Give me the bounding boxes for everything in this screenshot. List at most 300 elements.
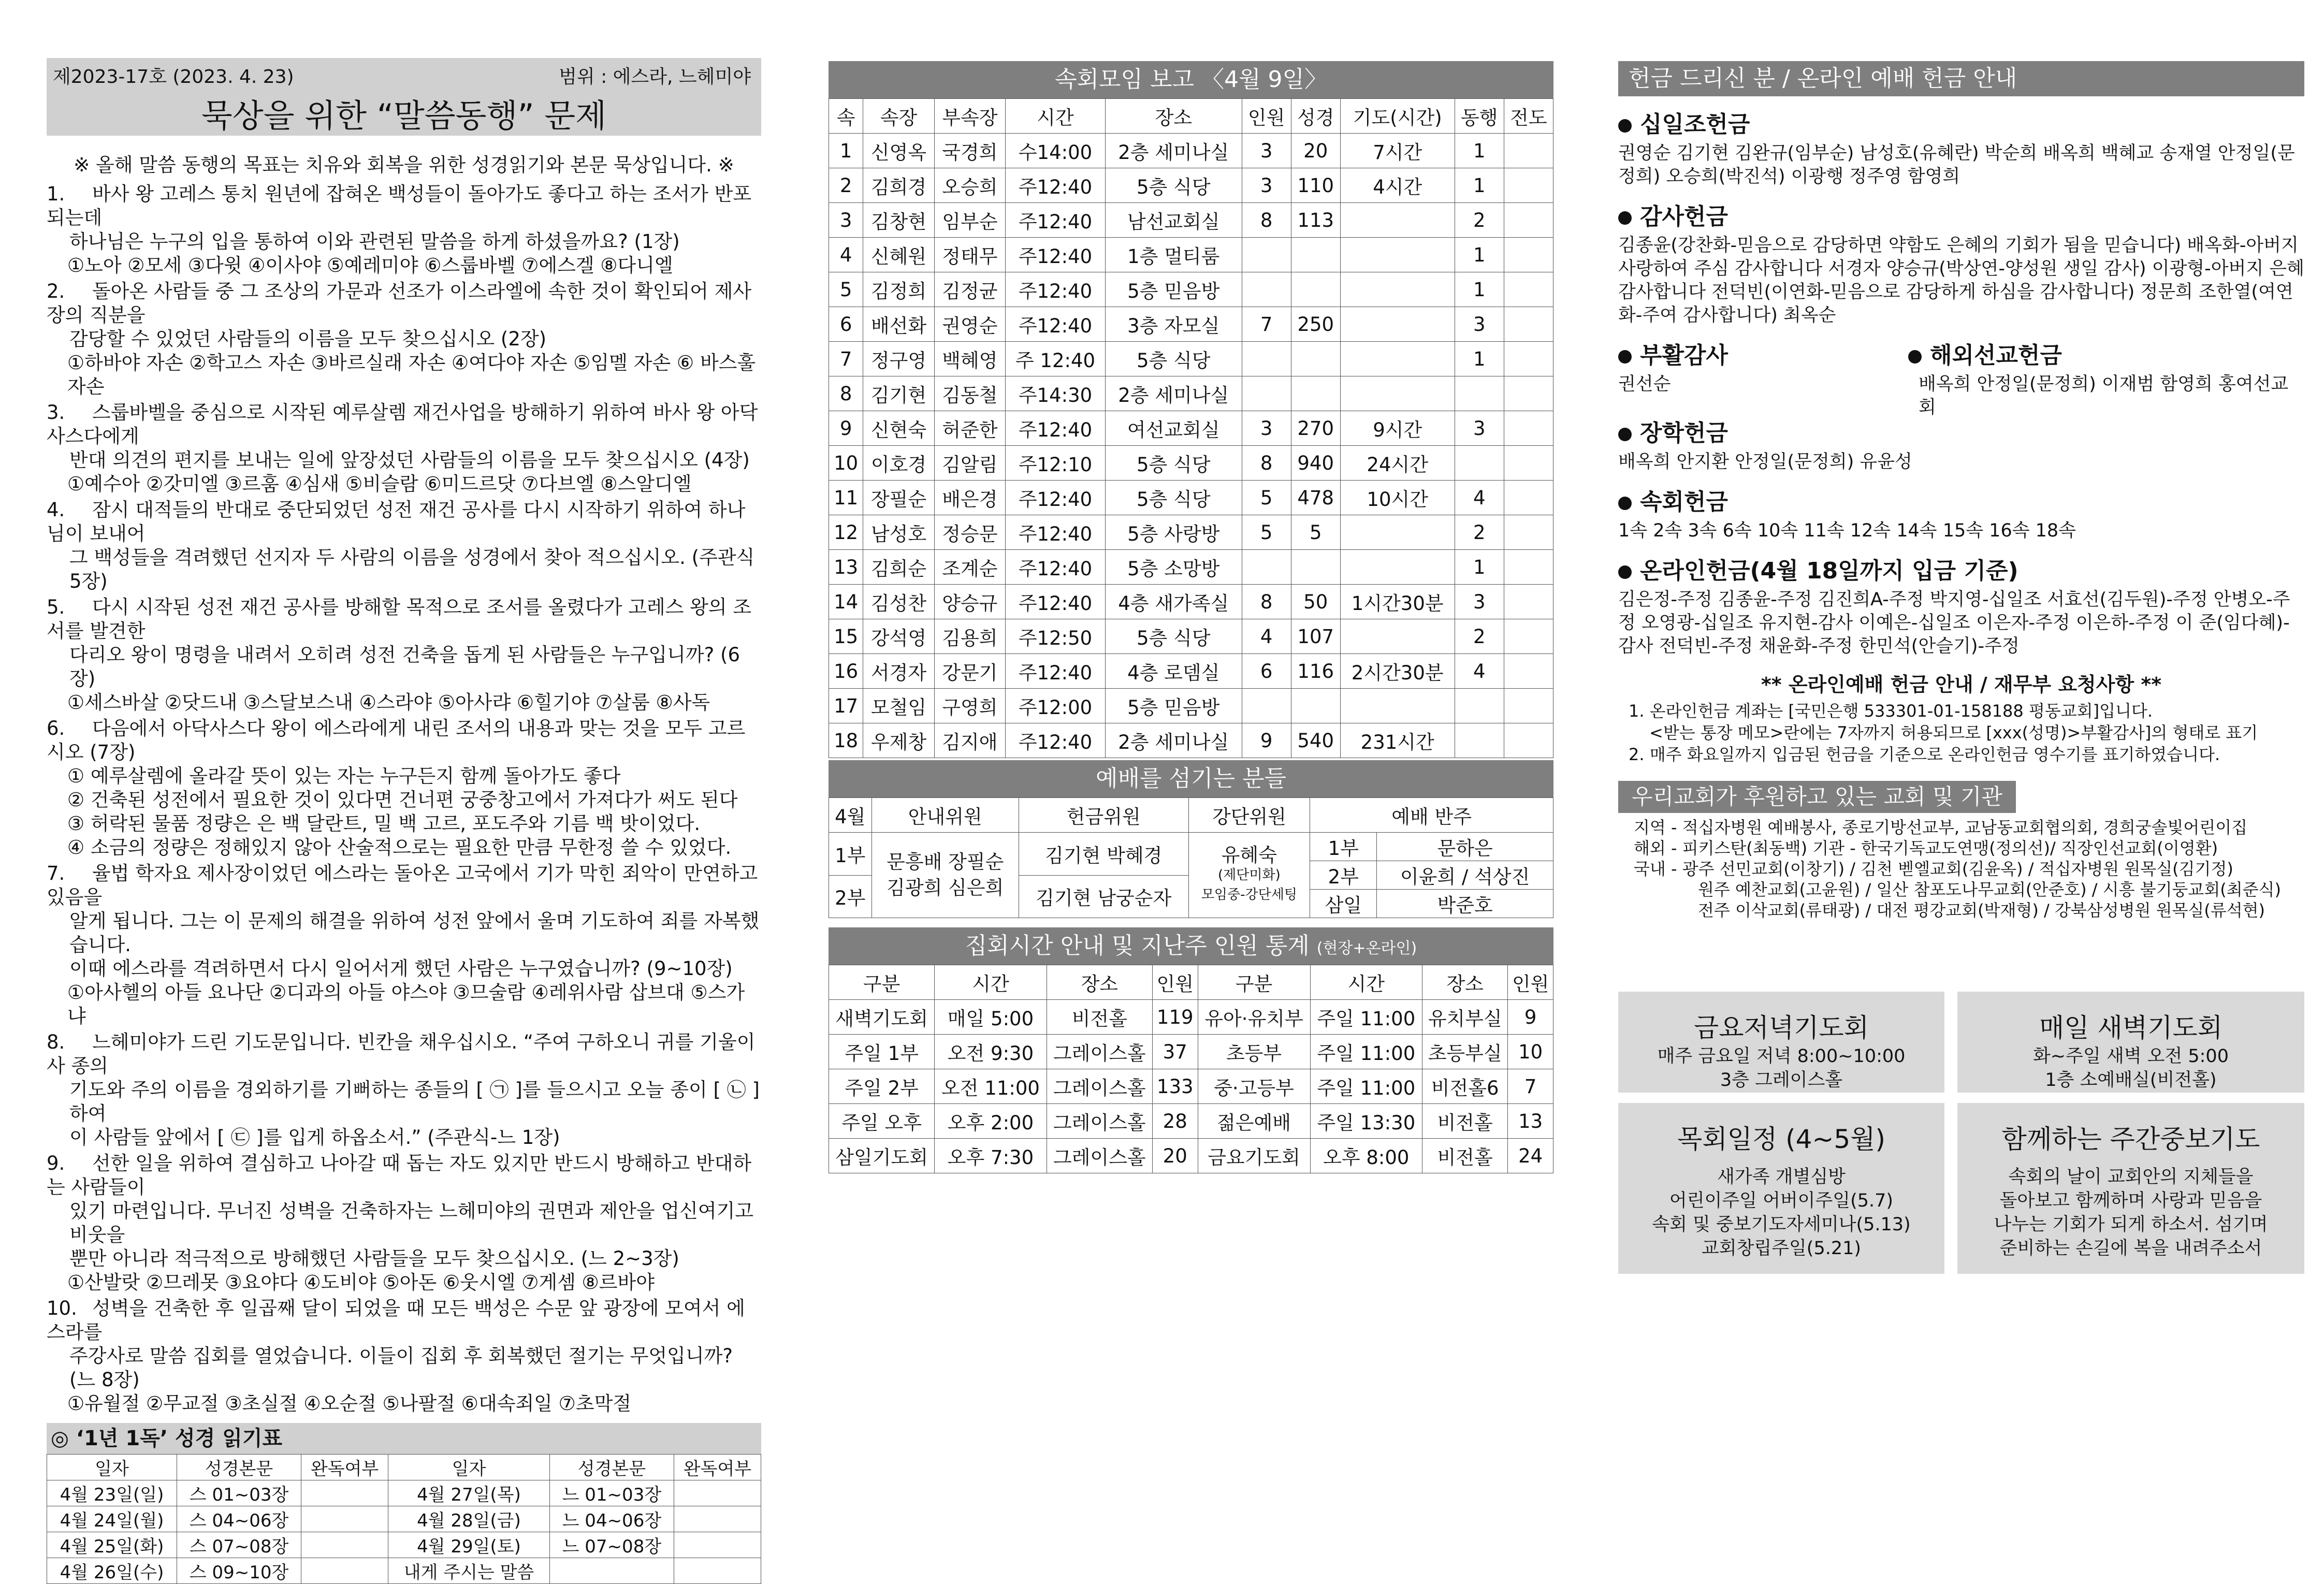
report-cell	[1504, 689, 1553, 723]
question-item	[47, 182, 761, 278]
report-cell: 주12:40	[1006, 203, 1106, 238]
report-cell: 5	[1291, 515, 1340, 550]
reading-cell[interactable]	[301, 1558, 388, 1584]
reading-cell: 4월 29일(토)	[388, 1532, 550, 1558]
question-item	[47, 1297, 761, 1416]
report-cell: 배선화	[863, 307, 934, 342]
question-number: 4.	[47, 499, 65, 521]
report-cell: 5층 소망방	[1105, 550, 1242, 585]
report-cell: 서경자	[863, 654, 934, 689]
reading-row	[47, 1532, 761, 1558]
reading-cell: 4월 28일(금)	[388, 1506, 550, 1532]
question-line: 돌아온 사람들 중 그 조상의 가문과 선조가 이스라엘에 속한 것이 확인되어 제사장의 직분을	[47, 280, 752, 326]
support-lines	[1618, 817, 2304, 921]
report-cell: 5층 믿음방	[1105, 272, 1242, 307]
report-cell: 김정희	[863, 272, 934, 307]
stats-table	[829, 965, 1553, 1173]
stats-cell: 젊은예배	[1198, 1104, 1310, 1139]
stats-cell: 주일 11:00	[1310, 1069, 1422, 1104]
stats-row	[829, 1000, 1553, 1035]
serve-header: 강단위원	[1188, 798, 1310, 833]
offering-title: 헌금 드리신 분 / 온라인 예배 헌금 안내	[1618, 61, 2304, 96]
section-title: 장학헌금	[1640, 420, 1729, 446]
reading-cell: 느 07~08장	[549, 1532, 674, 1558]
info-box-line: 준비하는 손길에 복을 내려주소서	[1999, 1238, 2262, 1259]
stats-header: 장소	[1047, 965, 1152, 1000]
offer-names: 김기현 박혜경	[1019, 833, 1188, 876]
report-cell: 신혜원	[863, 238, 934, 272]
report-cell: 배은경	[934, 481, 1005, 515]
report-cell: 12	[829, 515, 863, 550]
report-cell: 2	[1455, 203, 1504, 238]
question-item	[47, 401, 761, 496]
report-cell: 백혜영	[934, 342, 1005, 376]
stats-cell: 7	[1508, 1069, 1553, 1104]
report-cell	[1340, 342, 1455, 376]
stats-header: 시간	[1310, 965, 1422, 1000]
stats-cell: 그레이스홀	[1047, 1139, 1152, 1173]
report-row	[829, 411, 1553, 446]
serve-header: 예배 반주	[1310, 798, 1553, 833]
stats-cell: 유치부실	[1422, 1000, 1508, 1035]
report-cell: 주12:40	[1006, 238, 1106, 272]
report-cell	[1504, 585, 1553, 619]
report-cell: 5층 식당	[1105, 619, 1242, 654]
report-cell: 권영순	[934, 307, 1005, 342]
section-title: 감사헌금	[1640, 204, 1729, 230]
report-header: 기도(시간)	[1340, 99, 1455, 134]
question-number: 2.	[47, 280, 65, 302]
reading-cell	[549, 1558, 674, 1584]
stats-cell: 10	[1508, 1035, 1553, 1069]
report-cell: 116	[1291, 654, 1340, 689]
section-title: 해외선교헌금	[1930, 342, 2062, 369]
question-line: 뿐만 아니라 적극적으로 방해했던 사람들을 모두 찾으십시오. (느 2~3장)	[69, 1247, 679, 1270]
quiz-column	[47, 0, 761, 1584]
support-line: 전주 이삭교회(류태광) / 대전 평강교회(박재형) / 강북삼성병원 원목실(류석현)	[1698, 900, 2265, 920]
report-cell: 11	[829, 481, 863, 515]
stats-cell: 오후 8:00	[1310, 1139, 1422, 1173]
stats-cell: 비전홀	[1422, 1104, 1508, 1139]
report-cell: 7	[1242, 307, 1291, 342]
stats-cell: 24	[1508, 1139, 1553, 1173]
report-cell: 김지애	[934, 723, 1005, 758]
report-cell: 김정균	[934, 272, 1005, 307]
report-cell: 남성호	[863, 515, 934, 550]
report-cell	[1242, 272, 1291, 307]
report-cell: 1층 멀티룸	[1105, 238, 1242, 272]
report-cell: 13	[829, 550, 863, 585]
report-header: 전도	[1504, 99, 1553, 134]
report-cell: 주 12:40	[1006, 342, 1106, 376]
report-header: 동행	[1455, 99, 1504, 134]
reading-cell[interactable]	[301, 1480, 388, 1506]
report-cell: 940	[1291, 446, 1340, 481]
report-cell	[1242, 689, 1291, 723]
scholar-section	[1618, 414, 2304, 474]
question-line: 율법 학자요 제사장이었던 에스라는 돌아온 고국에서 기가 막힌 죄악이 만연하고 있음을	[47, 862, 758, 908]
question-number: 7.	[47, 862, 65, 884]
report-cell: 1	[1455, 272, 1504, 307]
reading-cell: 4월 24일(월)	[47, 1506, 177, 1532]
reading-header: 완독여부	[674, 1455, 761, 1480]
stats-row	[829, 1104, 1553, 1139]
report-cell	[1340, 689, 1455, 723]
thanks-section	[1618, 198, 2304, 327]
stats-row	[829, 1035, 1553, 1069]
serve-header: 4월	[829, 798, 872, 833]
stats-cell: 28	[1152, 1104, 1198, 1139]
report-cell: 주12:40	[1006, 481, 1106, 515]
report-cell: 4층 새가족실	[1105, 585, 1242, 619]
report-cell	[1291, 238, 1340, 272]
report-cell	[1242, 550, 1291, 585]
report-cell: 9	[829, 411, 863, 446]
question-item	[47, 1030, 761, 1150]
report-cell: 20	[1291, 134, 1340, 168]
report-cell: 임부순	[934, 203, 1005, 238]
question-line: 다시 시작된 성전 재건 공사를 방해할 목적으로 조서를 올렸다가 고레스 왕의 조서를 발견한	[47, 596, 752, 642]
report-cell: 3	[1455, 585, 1504, 619]
report-cell	[1504, 619, 1553, 654]
reading-cell: 4월 23일(일)	[47, 1480, 177, 1506]
report-cell	[1504, 481, 1553, 515]
reading-cell: 4월 25일(화)	[47, 1532, 177, 1558]
report-cell: 3층 자모실	[1105, 307, 1242, 342]
report-row	[829, 272, 1553, 307]
report-cell: 8	[1242, 446, 1291, 481]
report-cell: 주12:40	[1006, 307, 1106, 342]
info-box-line: 화~주일 새벽 오전 5:00	[2033, 1046, 2229, 1067]
section-text: 권선순	[1618, 374, 1671, 395]
info-box-title: 매일 새벽기도회	[2039, 1013, 2223, 1043]
report-cell: 8	[1242, 203, 1291, 238]
report-cell: 2층 세미나실	[1105, 376, 1242, 411]
stats-cell: 초등부	[1198, 1035, 1310, 1069]
report-cell: 주12:40	[1006, 723, 1106, 758]
question-option: ① 예루살렘에 올라갈 뜻이 있는 자는 누구든지 함께 돌아가도 좋다	[67, 765, 621, 787]
stats-header: 인원	[1152, 965, 1198, 1000]
question-line: 선한 일을 위하여 결심하고 나아갈 때 돕는 자도 있지만 반드시 방해하고 반대하는 사람들이	[47, 1152, 752, 1198]
report-row	[829, 307, 1553, 342]
reading-header: 성경본문	[177, 1455, 301, 1480]
report-row	[829, 376, 1553, 411]
report-cell: 주12:50	[1006, 619, 1106, 654]
report-cell	[1340, 550, 1455, 585]
question-option: ①노아 ②모세 ③다윗 ④이사야 ⑤예레미야 ⑥스룹바벨 ⑦에스겔 ⑧다니엘	[67, 254, 673, 277]
reading-cell[interactable]	[674, 1532, 761, 1558]
band-cell: 1부 문하은 2부 이윤희 / 석상진 삼일 박준호	[1310, 833, 1553, 918]
report-cell: 주14:30	[1006, 376, 1106, 411]
stats-title: 집회시간 안내 및 지난주 인원 통계	[965, 933, 1310, 959]
question-number: 8.	[47, 1031, 65, 1053]
report-cell: 6	[1242, 654, 1291, 689]
report-cell: 5층 식당	[1105, 481, 1242, 515]
stats-row	[829, 1139, 1553, 1173]
question-option: ④ 소금의 정량은 정해있지 않아 산술적으로는 필요한 만큼 무한정 쓸 수 있었다.	[67, 836, 732, 859]
reading-table	[47, 1454, 761, 1584]
section-text: 김종윤(강찬화-믿음으로 감당하면 약함도 은혜의 기회가 됨을 믿습니다) 배옥화-아버지 사랑하여 주심 감사합니다 서경자 양승규(박상연-양성원 생일 감사) 이광형-아버지 은혜 감사합니다 전덕빈(이연화-믿음으로 감당하게 하심을 감사합니다) 정문희 조한열(여연화-주여 감사합니다) 최옥순	[1618, 235, 2304, 326]
stats-cell: 오후 7:30	[935, 1139, 1047, 1173]
report-row	[829, 134, 1553, 168]
stats-cell: 오전 11:00	[935, 1069, 1047, 1104]
report-row	[829, 481, 1553, 515]
tithe-section	[1618, 106, 2304, 188]
report-column	[829, 0, 1553, 1173]
reading-header: 일자	[388, 1455, 550, 1480]
report-cell: 김동철	[934, 376, 1005, 411]
serve-row-label: 2부	[829, 875, 872, 918]
reading-cell: 내게 주시는 말씀	[388, 1558, 550, 1584]
report-cell: 2	[829, 168, 863, 203]
stats-header: 구분	[1198, 965, 1310, 1000]
stats-cell: 133	[1152, 1069, 1198, 1104]
report-cell: 4시간	[1340, 168, 1455, 203]
reading-cell[interactable]	[674, 1480, 761, 1506]
stats-cell: 비전홀	[1422, 1139, 1508, 1173]
stats-cell: 주일 11:00	[1310, 1000, 1422, 1035]
report-cell: 250	[1291, 307, 1340, 342]
reading-cell: 4월 26일(수)	[47, 1558, 177, 1584]
report-cell	[1340, 238, 1455, 272]
report-cell: 16	[829, 654, 863, 689]
stats-cell: 오전 9:30	[935, 1035, 1047, 1069]
report-cell: 2시간30분	[1340, 654, 1455, 689]
report-cell	[1504, 134, 1553, 168]
report-header: 부속장	[934, 99, 1005, 134]
serve-header: 안내위원	[872, 798, 1019, 833]
serve-title: 예배를 섬기는 분들	[829, 760, 1553, 797]
report-row	[829, 654, 1553, 689]
question-option: ①세스바살 ②닷드내 ③스달보스내 ④스라야 ⑤아사랴 ⑥힐기야 ⑦살룸 ⑧사독	[67, 691, 710, 714]
stats-cell: 새벽기도회	[829, 1000, 935, 1035]
bullet-icon	[1618, 428, 1632, 441]
question-item	[47, 862, 761, 1028]
report-cell: 5층 식당	[1105, 168, 1242, 203]
report-cell: 4	[1242, 619, 1291, 654]
reading-cell[interactable]	[674, 1506, 761, 1532]
report-cell: 주12:40	[1006, 515, 1106, 550]
stats-header: 장소	[1422, 965, 1508, 1000]
stats-cell: 37	[1152, 1035, 1198, 1069]
reading-cell: 느 01~03장	[549, 1480, 674, 1506]
report-cell: 4	[829, 238, 863, 272]
report-cell: 5층 식당	[1105, 342, 1242, 376]
reading-header: 일자	[47, 1455, 177, 1480]
question-line: 바사 왕 고레스 통치 원년에 잡혀온 백성들이 돌아가도 좋다고 하는 조서가 반포되는데	[47, 183, 752, 229]
report-cell	[1291, 342, 1340, 376]
stats-cell: 주일 오후	[829, 1104, 935, 1139]
report-cell	[1340, 272, 1455, 307]
bullet-icon	[1618, 565, 1632, 579]
report-cell: 양승규	[934, 585, 1005, 619]
report-cell	[1504, 515, 1553, 550]
stats-header: 구분	[829, 965, 935, 1000]
section-text: 김은정-주정 김종윤-주정 김진희A-주정 박지영-십일조 서효선(김두원)-주정 안병오-주정 오영광-십일조 유지현-감사 이예은-십일조 이은자-주정 이은하-주정 이 준(임다혜)-감사 전덕빈-주정 채윤화-주정 한민석(안슬기)-주정	[1618, 589, 2290, 657]
guide-names: 문흥배 장필순 김광희 심은희	[872, 833, 1019, 918]
stats-cell: 그레이스홀	[1047, 1035, 1152, 1069]
report-cell: 주12:40	[1006, 550, 1106, 585]
report-cell	[1504, 168, 1553, 203]
reading-cell[interactable]	[301, 1506, 388, 1532]
report-cell: 허준한	[934, 411, 1005, 446]
report-cell: 김창현	[863, 203, 934, 238]
info-box	[1618, 992, 1944, 1093]
notice-line: 2. 매주 화요일까지 입금된 헌금을 기준으로 온라인헌금 영수기를 표기하였습니다.	[1629, 745, 2220, 764]
report-cell: 주12:40	[1006, 585, 1106, 619]
question-line: 감당할 수 있었던 사람들의 이름을 모두 찾으십시오 (2장)	[69, 328, 547, 350]
report-cell	[1455, 723, 1504, 758]
report-cell	[1504, 342, 1553, 376]
info-box-line: 속회 및 중보기도자세미나(5.13)	[1652, 1214, 1911, 1235]
report-cell: 2	[1455, 619, 1504, 654]
report-cell	[1242, 238, 1291, 272]
report-cell	[1504, 307, 1553, 342]
offer-names: 김기현 남궁순자	[1019, 875, 1188, 918]
report-row	[829, 585, 1553, 619]
stats-cell: 주일 13:30	[1310, 1104, 1422, 1139]
question-option: ①예수아 ②갓미엘 ③르훔 ④심새 ⑤비슬람 ⑥미드르닷 ⑦다브엘 ⑧스알디엘	[67, 473, 692, 495]
bullet-icon	[1618, 211, 1632, 225]
report-cell: 1	[1455, 168, 1504, 203]
report-cell: 5층 믿음방	[1105, 689, 1242, 723]
report-cell: 5	[1242, 515, 1291, 550]
stats-cell: 그레이스홀	[1047, 1104, 1152, 1139]
stats-cell: 삼일기도회	[829, 1139, 935, 1173]
page-title: 묵상을 위한 “말씀동행” 문제	[201, 97, 607, 135]
report-cell: 540	[1291, 723, 1340, 758]
bullet-icon	[1908, 350, 1922, 364]
report-cell: 남선교회실	[1105, 203, 1242, 238]
report-cell: 3	[1242, 411, 1291, 446]
info-box	[1618, 1103, 1944, 1274]
reading-cell[interactable]	[674, 1558, 761, 1584]
info-box-line: 새가족 개별심방	[1717, 1167, 1846, 1187]
report-cell	[1504, 411, 1553, 446]
report-cell: 국경희	[934, 134, 1005, 168]
report-cell: 김용희	[934, 619, 1005, 654]
question-item	[47, 498, 761, 593]
info-box-line: 어린이주일 어버이주일(5.7)	[1669, 1190, 1894, 1211]
question-number: 10.	[47, 1297, 77, 1319]
report-cell	[1455, 376, 1504, 411]
report-cell	[1340, 619, 1455, 654]
report-cell: 7	[829, 342, 863, 376]
question-list	[47, 182, 761, 1416]
info-box-line: 1층 소예배실(비전홀)	[2045, 1070, 2217, 1091]
report-cell: 주12:40	[1006, 654, 1106, 689]
serve-row-label: 1부	[829, 833, 872, 876]
question-line: 성벽을 건축한 후 일곱째 달이 되었을 때 모든 백성은 수문 앞 광장에 모여서 에스라를	[47, 1297, 745, 1343]
question-number: 9.	[47, 1152, 65, 1174]
report-cell: 주12:40	[1006, 168, 1106, 203]
stats-cell: 오후 2:00	[935, 1104, 1047, 1139]
section-title: 십일조헌금	[1640, 111, 1750, 138]
report-cell: 5	[1242, 481, 1291, 515]
report-cell: 9시간	[1340, 411, 1455, 446]
stats-cell: 중·고등부	[1198, 1069, 1310, 1104]
report-cell: 정태무	[934, 238, 1005, 272]
report-cell	[1504, 238, 1553, 272]
report-cell: 김기현	[863, 376, 934, 411]
report-row	[829, 689, 1553, 723]
section-text: 1속 2속 3속 6속 10속 11속 12속 14속 15속 16속 18속	[1618, 520, 2076, 541]
report-cell	[1291, 550, 1340, 585]
report-row	[829, 446, 1553, 481]
report-cell: 수14:00	[1006, 134, 1106, 168]
report-cell: 신현숙	[863, 411, 934, 446]
report-cell	[1242, 376, 1291, 411]
stats-cell: 9	[1508, 1000, 1553, 1035]
report-cell: 14	[829, 585, 863, 619]
question-option: ③ 허락된 물품 정량은 은 백 달란트, 밀 백 고르, 포도주와 기름 백 밧이었다.	[67, 812, 701, 835]
report-row	[829, 203, 1553, 238]
report-row	[829, 619, 1553, 654]
report-cell: 주12:40	[1006, 411, 1106, 446]
altar-names: 유혜숙 (제단미화) 모임중-강단세팅	[1188, 833, 1310, 918]
stats-title-bar	[829, 927, 1553, 965]
report-cell: 3	[1242, 134, 1291, 168]
reading-row	[47, 1506, 761, 1532]
question-item	[47, 280, 761, 399]
reading-cell: 스 07~08장	[177, 1532, 301, 1558]
section-text: 권영순 김기현 김완규(임부순) 남성호(유혜란) 박순희 배옥희 백혜교 송재열 안정일(문정희) 오승희(박진석) 이광행 정주영 함영희	[1618, 143, 2295, 187]
report-row	[829, 723, 1553, 758]
report-cell: 김알림	[934, 446, 1005, 481]
report-cell: 3	[829, 203, 863, 238]
question-item	[47, 717, 761, 860]
info-box-line: 속회의 날이 교회안의 지체들을	[2008, 1167, 2254, 1187]
report-cell	[1504, 376, 1553, 411]
question-option: ①유월절 ②무교절 ③초실절 ④오순절 ⑤나팔절 ⑥대속죄일 ⑦초막절	[67, 1392, 632, 1415]
report-cell	[1504, 550, 1553, 585]
report-cell: 여선교회실	[1105, 411, 1242, 446]
report-cell: 478	[1291, 481, 1340, 515]
report-cell: 5층 사랑방	[1105, 515, 1242, 550]
question-line: 느헤미야가 드린 기도문입니다. 빈칸을 채우십시오. “주여 구하오니 귀를 기울이사 종의	[47, 1031, 756, 1077]
question-option: ② 건축된 성전에서 필요한 것이 있다면 건너편 궁중창고에서 가져다가 써도 된다	[67, 789, 738, 811]
report-cell	[1504, 446, 1553, 481]
report-cell: 1	[829, 134, 863, 168]
report-cell: 1	[1455, 238, 1504, 272]
report-cell: 2층 세미나실	[1105, 723, 1242, 758]
report-cell: 1	[1455, 342, 1504, 376]
report-cell: 3	[1242, 168, 1291, 203]
stats-cell: 13	[1508, 1104, 1553, 1139]
report-cell: 107	[1291, 619, 1340, 654]
reading-cell: 스 04~06장	[177, 1506, 301, 1532]
report-cell: 10시간	[1340, 481, 1455, 515]
report-cell: 231시간	[1340, 723, 1455, 758]
reading-cell: 스 09~10장	[177, 1558, 301, 1584]
report-cell: 강석영	[863, 619, 934, 654]
report-cell: 모철임	[863, 689, 934, 723]
stats-cell: 금요기도회	[1198, 1139, 1310, 1173]
report-cell: 3	[1455, 411, 1504, 446]
section-title: 속회헌금	[1640, 489, 1729, 515]
question-line: 잠시 대적들의 반대로 중단되었던 성전 재건 공사를 다시 시작하기 위하여 하나님이 보내어	[47, 499, 746, 545]
report-cell	[1455, 446, 1504, 481]
reading-cell[interactable]	[301, 1532, 388, 1558]
stats-header: 시간	[935, 965, 1047, 1000]
reading-header: 성경본문	[549, 1455, 674, 1480]
question-item	[47, 595, 761, 715]
report-cell: 10	[829, 446, 863, 481]
stats-cell: 그레이스홀	[1047, 1069, 1152, 1104]
easter-mission-row	[1618, 327, 2304, 418]
report-cell: 구영희	[934, 689, 1005, 723]
question-line: 이때 에스라를 격려하면서 다시 일어서게 했던 사람은 누구였습니까? (9~10장)	[69, 957, 733, 980]
